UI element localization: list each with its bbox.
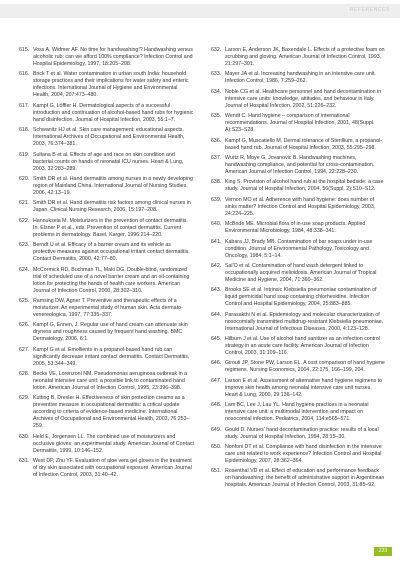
reference-number: 625. (19, 297, 30, 304)
reference-entry (19, 127, 194, 148)
reference-number: 647. (211, 377, 222, 384)
reference-number: 639. (211, 196, 222, 203)
reference-number: 644. (211, 311, 222, 318)
reference-number: 650. (211, 444, 222, 451)
reference-entry (19, 298, 194, 319)
reference-number: 626. (19, 322, 30, 329)
reference-text: Kampf G, Ennen, J. Regular use of hand cream can attenuate skin dryness and roughness caused by frequent hand washing. BMC Dermatology, 2006, 6:1. (33, 322, 188, 343)
reference-entry (19, 47, 194, 68)
reference-number: 649. (211, 426, 222, 433)
reference-number: 623. (19, 242, 30, 249)
reference-entry (211, 155, 386, 176)
references-column-left (19, 47, 194, 483)
reference-number: 634. (211, 88, 222, 95)
reference-text: Hilburn J et al. Use of alcohol hand sanitizer as an infection control strategy in an acute care facility. American Journal of Infection Control, 2003, 31:109–116. (225, 336, 380, 357)
reference-number: 630. (19, 433, 30, 440)
reference-number: 615. (19, 47, 30, 53)
reference-text: King S. Provision of alcohol hand rub at the hospital bedside: a case study. Journal of Hospital Infection, 2004, 56(Suppl. 2):S10–S12. (225, 179, 384, 193)
reference-entry (19, 200, 194, 214)
reference-text: Girouti JP, Stone PW, Larson EL. A cost comparison of hand hygiene regimens. Nursing Economics, 2004, 22:175, 166–199, 204. (225, 360, 385, 374)
page-number: 223 (374, 547, 392, 556)
reference-entry (19, 152, 194, 173)
reference-number: 622. (19, 217, 30, 224)
reference-entry (211, 360, 386, 374)
reference-text: McCormick RD, Buchman TL, Maki DG. Double-blind, randomized trial of scheduled use of a novel barrier cream and an oil-containing lotion for protecting the hands of health care workers. American Journal of Infection Control, 2000, 28:302–310. (33, 266, 190, 294)
reference-number: 627. (19, 346, 30, 353)
reference-entry (211, 179, 386, 193)
reference-entry (19, 267, 194, 295)
references-column-right (211, 47, 386, 493)
reference-text: Vernon MO et al. Adherence with hand hygiene: does number of sinks matter? Infection Control and Hospital Epidemiology, 2003, 24:224–225. (225, 196, 376, 217)
reference-number: 618. (19, 127, 30, 134)
reference-entry (211, 312, 386, 333)
reference-entry (19, 322, 194, 343)
reference-entry (211, 402, 386, 423)
reference-text: Hannuksela M. Moisturizers in the prevention of contact dermatitis. In: Elsner P et al., eds. Prevention of contact dermatitis. Current problems in dermatology. Basel, Karger, 1996:214–220. (33, 217, 188, 238)
reference-text: Larson E, Anderson JK, Baxendale L. Effects of a protective foam on scrubbing and gloving. American Journal of Infection Control, 1993, 21:297–301. (225, 47, 385, 67)
reference-entry (211, 47, 386, 68)
reference-number: 645. (211, 336, 222, 343)
reference-number: 631. (19, 458, 30, 465)
reference-entry (19, 371, 194, 392)
reference-number: 646. (211, 360, 222, 367)
reference-number: 643. (211, 287, 222, 294)
reference-text: McBride ME. Microbial flora of in-use soap products. Applied Environmental Microbiology, 1984, 48:338–341. (225, 221, 366, 235)
reference-text: Rosenthal VD et al. Effect of education and performance feedback on handwashing: the benefit of administrative support in Argentinean hospitals. American Journal of Infection Control, 2003, 31:85–92. (225, 468, 385, 489)
reference-entry (19, 347, 194, 368)
reference-text: Kampf G et al. Emollients in a propanol-based hand rub can significantly decrease irritant contact dermatitis. Contact Dermatitis, 2005, 53:344–349. (33, 346, 190, 367)
reference-number: 641. (211, 238, 222, 245)
reference-number: 629. (19, 395, 30, 402)
section-label: REFERENCES (349, 7, 390, 13)
reference-text: Kutting B, Drexler H. Effectiveness of skin protection creams as a preventive measure in occupational dermatitis: a critical update according to criteria of evidence-based medicine. International Archives of Occupational and Environmental Health, 2003, 76:253–259. (33, 395, 190, 430)
reference-number: 621. (19, 200, 30, 207)
reference-entry (211, 468, 386, 489)
reference-entry (211, 239, 386, 260)
reference-text: Ramsing DW, Agner T. Preventive and therapeutic effects of a moisturizer. An experimental study of human skin. Acta dermato-venereologica, 1997, 77:335–337. (33, 297, 183, 318)
reference-entry (19, 458, 194, 479)
reference-entry (19, 395, 194, 430)
reference-number: 633. (211, 71, 222, 78)
reference-text: Parasakthi N et al. Epidemiology and molecular characterization of nosocomially transmitted multidrug-resistant Klebsiella pneumoniae. International Journal of Infectious Diseases, 2000, 4:123–128. (225, 311, 384, 332)
reference-text: Wurtz R, Moye G, Jovanovic B. Handwashing machines, handwashing compliance, and potential for cross-contamination. American Journal of Infection Control, 1994, 22:228–230. (225, 154, 375, 175)
reference-entry (211, 427, 386, 441)
reference-number: 642. (211, 262, 222, 269)
reference-text: West DP, Zhu YF. Evaluation of aloe vera gel gloves in the treatment of dry skin associated with occupational exposure. American Journal of Infection Control, 2003, 31:40–42. (33, 458, 192, 479)
reference-text: Wendt C. Hand hygiene – comparison of international recommendations. Journal of Hospital Infection, 2001, 48(Suppl. A):S23–S28. (225, 113, 375, 134)
reference-text: Kampf G, Muscatiello M. Dermal tolerance of Sterillium, a propanol-based hand rub. Journal of Hospital Infection, 2003, 55:295–298. (225, 137, 382, 151)
running-header (0, 4, 400, 18)
reference-text: Brooks SE et al. Intrinsic Klebsiella pneumoniae contamination of liquid germicidal hand soap containing chlorhexidine. Infection Control and Hospital Epidemiology, 2004, 25:883–885. (225, 287, 377, 308)
reference-text: Kampf G, Löffler H. Dermatological aspects of a successful introduction and continuation of alcohol-based hand rubs for hygienic hand disinfection. Journal of Hospital Infection, 2003, 55:1–7. (33, 102, 194, 123)
reference-number: 638. (211, 179, 222, 186)
reference-entry (211, 378, 386, 399)
reference-number: 640. (211, 221, 222, 228)
reference-text: Mayer JA et al. Increasing handwashing in an intensive care unit. Infection Control, 1986, 7:259–262. (225, 71, 376, 85)
reference-number: 651. (211, 468, 222, 475)
reference-number: 619. (19, 151, 30, 158)
reference-text: Kabara JJ, Brady MB. Contamination of bar soaps under in-use condition. Journal of Environmental Pathology, Toxicology and Oncology, 1984, 5:1–14. (225, 238, 373, 259)
reference-text: Schwanitz HJ et al. Skin care management: educational aspects. International Archives of Occupational and Environmental Health, 2003, 76:374–381. (33, 127, 185, 148)
reference-number: 624. (19, 266, 30, 273)
reference-text: Noble CG et al. Healthcare personnel and hand decontamination in intensive care units: knowledge, attitudes, and behaviour in Italy. Journal of Hospital Infection, 2002, 51:226–232. (225, 88, 382, 109)
reference-number: 620. (19, 175, 30, 182)
reference-entry (211, 221, 386, 235)
reference-text: Smith DR et al. Hand dermatitis among nurses in a newly developing region of Mainland China. International Journal of Nursing Studies, 2006, 42:13–19. (33, 175, 193, 196)
reference-text: Held E, Jorgensen LL. The combined use of moisturizers and occlusive gloves: an experimental study. American Journal of Contact Dermatitis, 1999, 10:146–152. (33, 433, 194, 454)
reference-entry (19, 242, 194, 263)
reference-entry (19, 103, 194, 124)
reference-text: Gould D. Nurses' hand decontamination practice: results of a local study. Journal of Hospital Infection, 1994, 28:15–30. (225, 426, 379, 440)
reference-number: 637. (211, 154, 222, 161)
reference-number: 628. (19, 371, 30, 378)
reference-entry (211, 113, 386, 134)
reference-entry (211, 197, 386, 218)
reference-entry (19, 218, 194, 239)
reference-entry (211, 89, 386, 110)
reference-text: Nonfoni DT et al. Compliance with hand disinfection in the intensive care unit related to work experience? Infection Control and Hospital Epidemiology, 2007, 28:362–364. (225, 444, 382, 465)
reference-entry (211, 138, 386, 152)
reference-number: 635. (211, 113, 222, 120)
reference-number: 648. (211, 402, 222, 409)
reference-text: Becks VE, Lorenzoni NM. Pseudomonas aeruginosa outbreak in a neonatal intensive care unit: a possible link to contaminated hand lotion. American Journal of Infection Control, 1995, 23:396–398. (33, 371, 188, 392)
reference-entry (211, 336, 386, 357)
reference-text: Lam BC, Lee J, Lau YL. Hand hygiene practices in a neonatal intensive care unit: a multimodal intervention and impact on nosocomial infection. Pediatrics, 2004, 114:e565–571. (225, 402, 369, 423)
reference-text: Larson E et al. Assessment of alternative hand hygiene regimens to improve skin health among neonatal intensive care unit nurses. Heart & Lung, 2000, 29:136–142. (225, 377, 383, 398)
reference-entry (211, 444, 386, 465)
reference-number: 636. (211, 137, 222, 144)
reference-text: Berndt U et al. Efficacy of a barrier cream and its vehicle as protective measures against occupational irritant contact dermatitis. Contact Dermatitis, 2000, 42:77–80. (33, 242, 190, 263)
reference-number: 632. (211, 47, 222, 53)
reference-text: Voss A, Widmer AF. No time for handwashing!? Handwashing versus alcoholic rub: can we afford 100% compliance? Infection Control and Hospital Epidemiology, 1997, 18:205–208. (33, 47, 193, 67)
reference-text: Brick T et al. Water contamination in urban south India: household storage practices and their implications for water safety and enteric infections. International Journal of Hygiene and Environmental Health, 2004, 207:473–480. (33, 71, 189, 99)
reference-text: Sultana B et al. Effects of age and race on skin condition and bacterial counts on hands of neonatal ICU nurses. Heart & Lung, 2003, 32:283–289. (33, 151, 184, 172)
reference-entry (211, 263, 386, 284)
reference-number: 617. (19, 102, 30, 109)
reference-text: Sal'O et al. Contamination of hand wash detergent linked to occupationally acquired melioidosis. American Journal of Tropical Medicine and Hygiene, 2004, 71:360–362. (225, 262, 377, 283)
reference-entry (211, 287, 386, 308)
reference-number: 616. (19, 71, 30, 78)
reference-entry (211, 71, 386, 85)
reference-entry (19, 71, 194, 99)
reference-entry (19, 434, 194, 455)
reference-entry (19, 176, 194, 197)
reference-text: Smith DR et al. Hand dermatitis risk factors among clinical nurses in Japan. Clinical Nursing Research, 2006, 15:197–208. (33, 200, 191, 214)
